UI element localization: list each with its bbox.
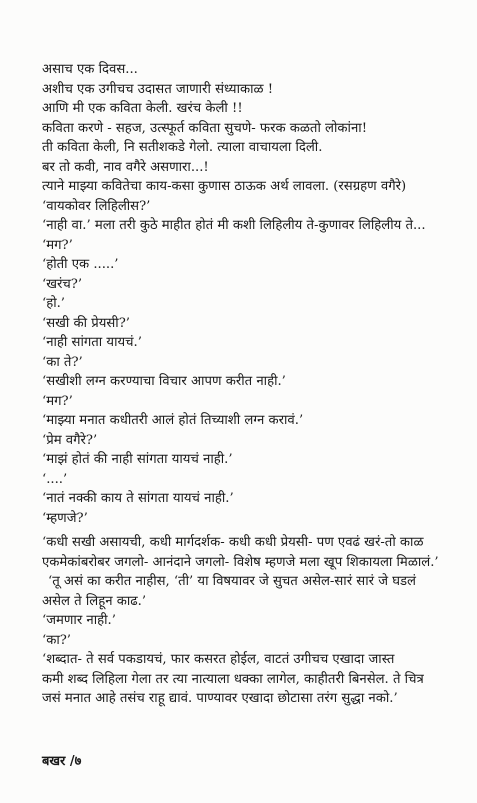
text-line: ‘नाही वा.’ मला तरी कुठे माहीत होतं मी कशी लिहिलीय ते-कुणावर लिहिलीय ते...	[42, 218, 426, 233]
text-line: ‘नातं नक्की काय ते सांगता यायचं नाही.’	[42, 491, 234, 506]
text-line: कमी शब्द लिहिला गेला तर त्या नात्याला धक्का लागेल, काहीतरी बिनसेल. ते चित्र	[42, 671, 424, 687]
text-line: ‘का?’	[42, 632, 71, 648]
text-line: ‘सखीशी लग्न करण्याचा विचार आपण करीत नाही.’	[42, 374, 286, 389]
text-line: कविता करणे - सहज, उत्स्फूर्त कविता सुचणे- फरक कळतो लोकांना!	[42, 120, 367, 136]
text-line: आणि मी एक कविता केली. खरंच केली !!	[42, 101, 243, 116]
text-line: ‘होती एक .....’	[42, 257, 119, 272]
text-line: असाच एक दिवस...	[42, 62, 138, 77]
text-line: ‘कधी सखी असायची, कधी मार्गदर्शक- कधी कधी प्रेयसी- पण एवढं खरं-तो काळ	[42, 535, 424, 550]
text-line: ‘मग?’	[42, 393, 73, 409]
text-line: ‘मग?’	[42, 237, 73, 253]
text-line: ती कविता केली, नि सतीशकडे गेलो. त्याला वाचायला दिली.	[42, 140, 323, 155]
text-line: ‘प्रेम वगैरे?’	[42, 432, 98, 448]
text-line: ‘माझ्या मनात कधीतरी आलं होतं तिच्याशी लग्न करावं.’	[42, 413, 304, 428]
text-line: असेल ते लिहून काढ.’	[42, 593, 147, 609]
text-line: त्याने माझ्या कवितेचा काय-कसा कुणास ठाऊक अर्थ लावला. (रसग्रहण वगैरे)	[42, 179, 407, 194]
text-line: ‘सखी की प्रेयसी?’	[42, 315, 130, 331]
text-line: ‘खरंच?’	[42, 276, 83, 292]
text-line: ‘जमणार नाही.’	[42, 613, 116, 628]
text-line: ‘वायकोवर लिहिलीस?’	[42, 198, 151, 214]
text-line: एकमेकांबरोबर जगलो- आनंदाने जगलो- विशेष म्हणजे मला खूप शिकायला मिळालं.’	[42, 554, 439, 570]
page-footer-running-head: बखर /७	[42, 754, 82, 769]
text-line: ‘नाही सांगता यायचं.’	[42, 335, 142, 350]
text-line: ‘....’	[42, 471, 68, 487]
page-body-text	[42, 60, 460, 709]
text-line: ‘का ते?’	[42, 354, 83, 370]
text-line: जसं मनात आहे तसंच राहू द्यावं. पाण्यावर एखादा छोटासा तरंग सुद्धा नको.’	[42, 691, 398, 706]
text-line: ‘तू असं का करीत नाहीस, ‘ती’ या विषयावर जे सुचत असेल-सारं सारं जे घडलं	[48, 574, 416, 589]
text-line: ‘म्हणजे?’	[42, 510, 88, 526]
text-line: ‘माझं होतं की नाही सांगता यायचं नाही.’	[42, 452, 233, 467]
text-line: ‘हो.’	[42, 296, 65, 311]
text-line: ‘शब्दात- ते सर्व पकडायचं, फार कसरत होईल, वाटतं उगीचच एखादा जास्त	[42, 652, 395, 667]
text-line: अशीच एक उगीचच उदासत जाणारी संध्याकाळ !	[42, 81, 274, 97]
text-line: बर तो कवी, नाव वगैरे असणारा...!	[42, 159, 209, 175]
